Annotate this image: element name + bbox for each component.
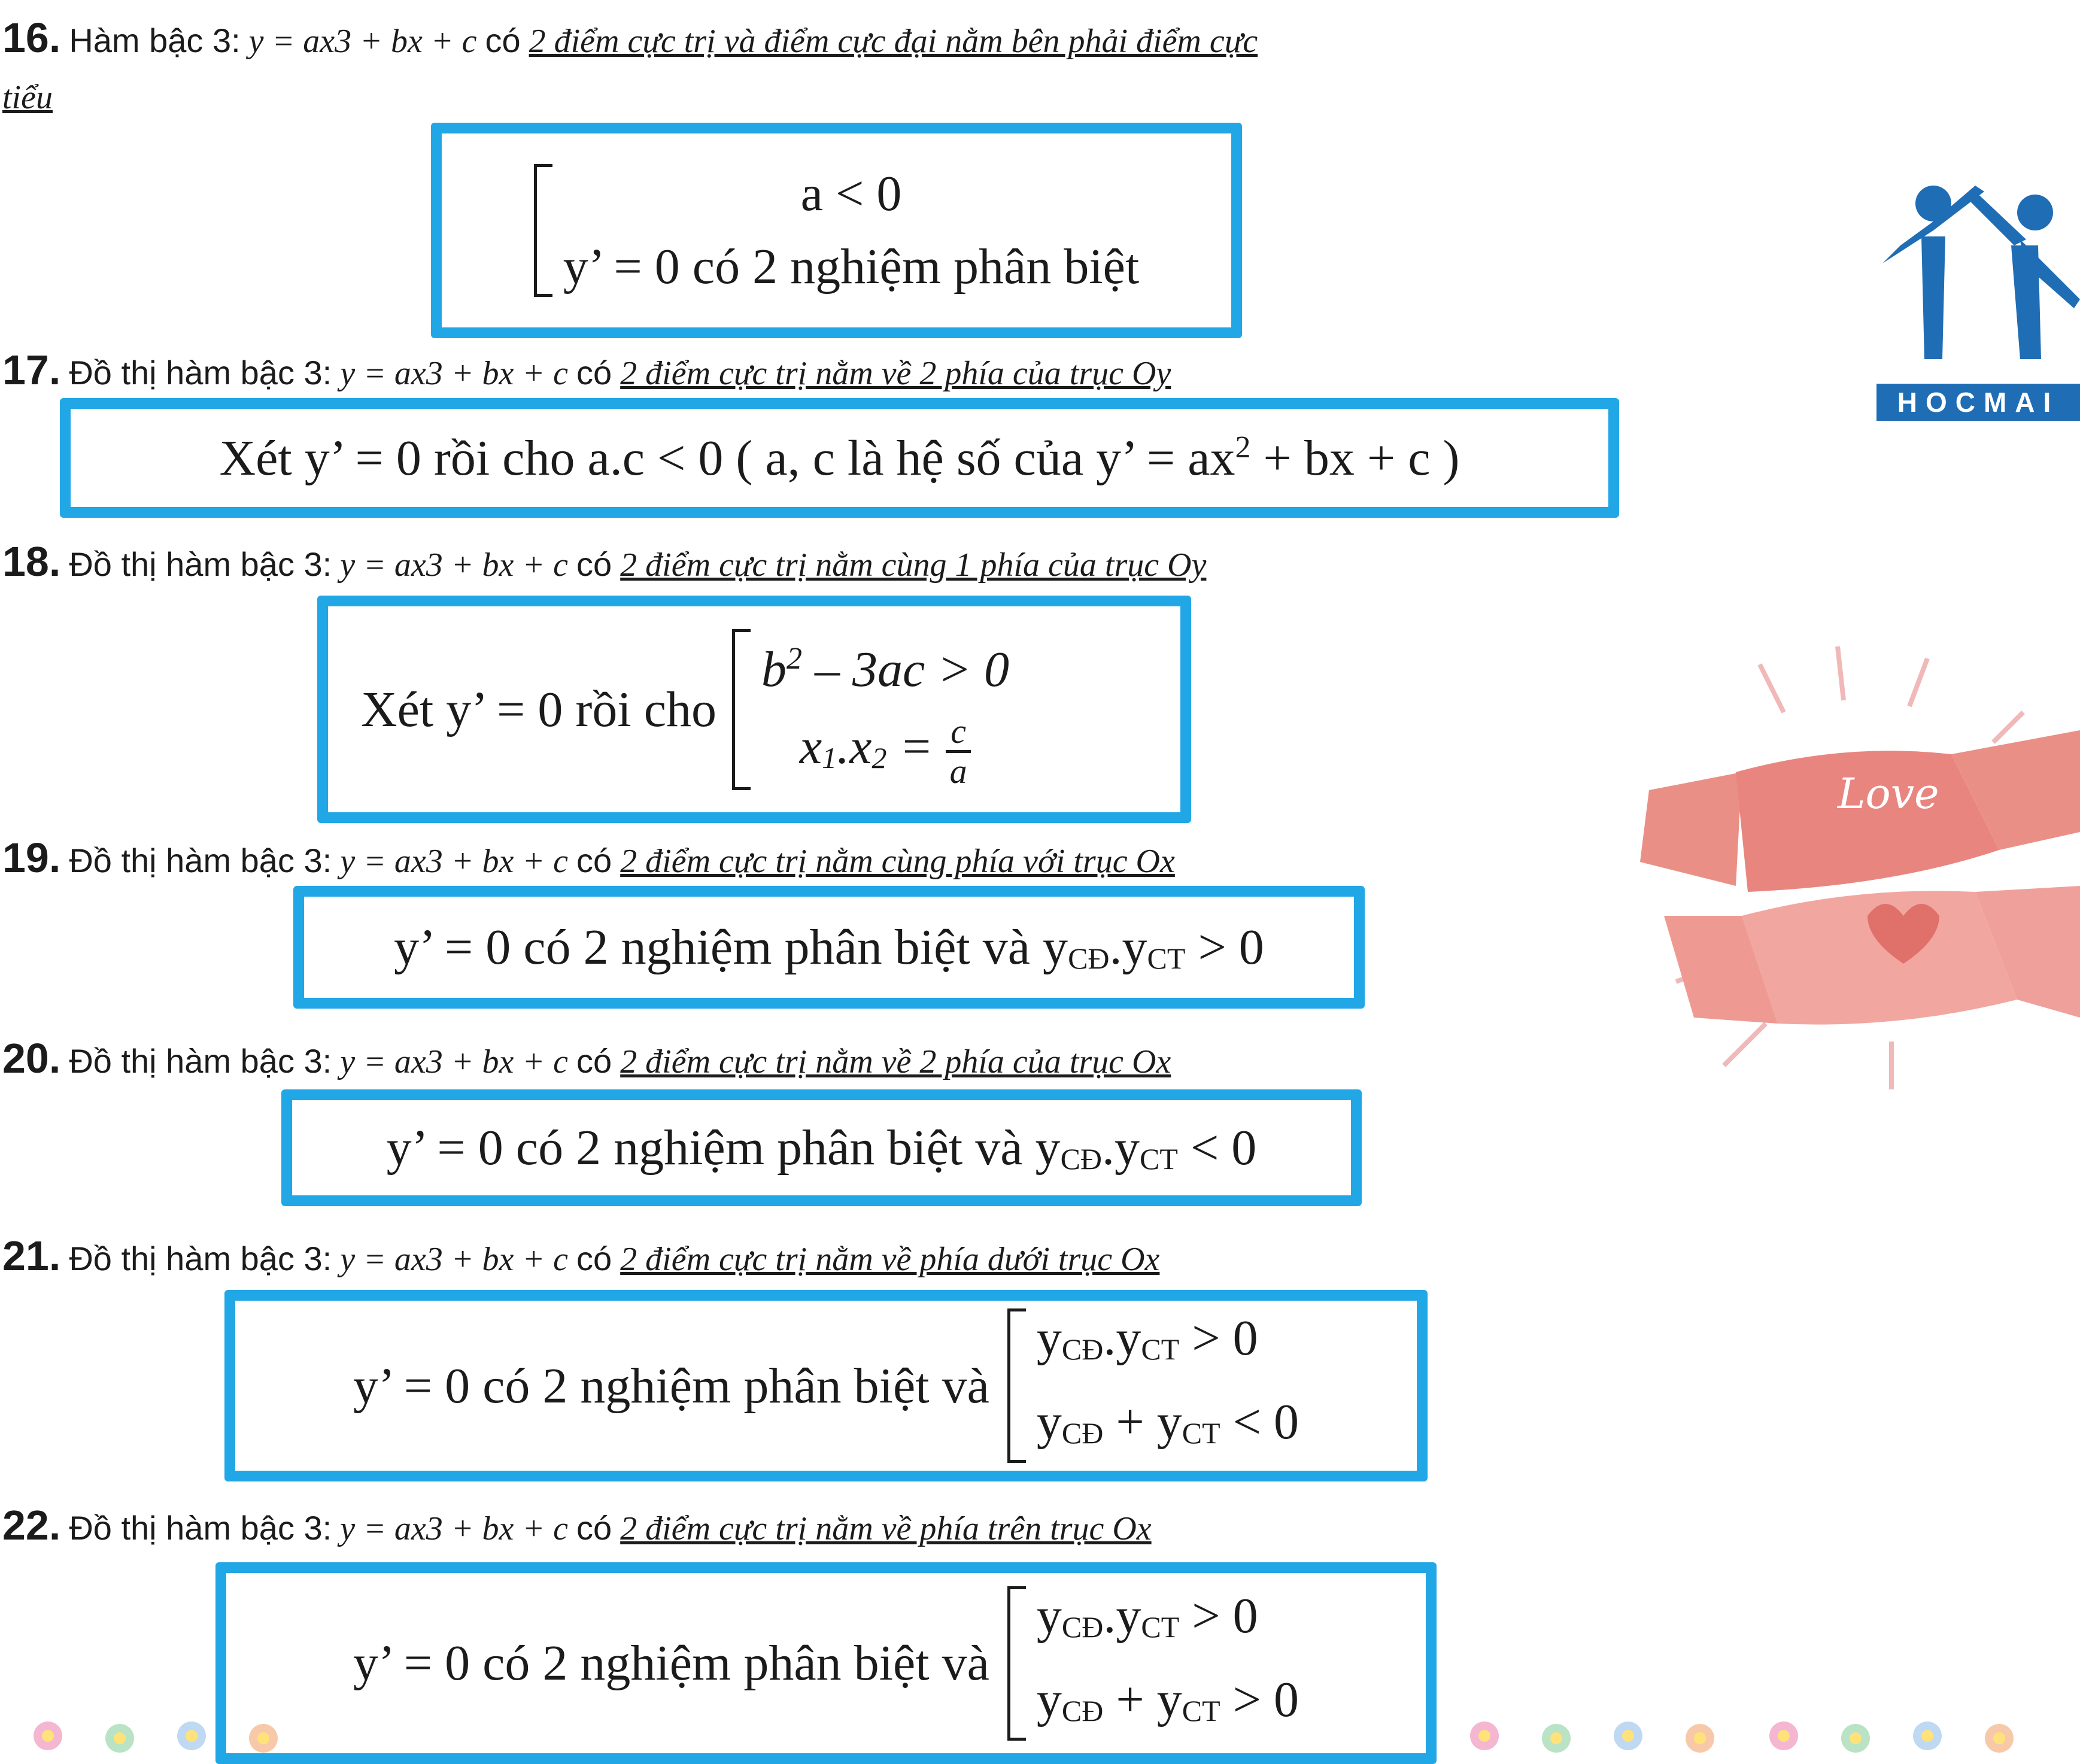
people-icon: [1876, 180, 2080, 377]
answer-prefix: y’ = 0 có 2 nghiệm phân biệt và: [353, 1635, 989, 1691]
item-equation: y = ax3 + bx + c: [340, 1241, 569, 1278]
candy-decoration: [1640, 634, 2080, 1125]
item-condition: 2 điểm cực trị nằm về 2 phía của trục Ox: [620, 1043, 1171, 1080]
item-22-heading: [2, 1502, 1152, 1549]
item-condition: 2 điểm cực trị nằm về phía trên trục Ox: [620, 1510, 1152, 1547]
item-19-answer-box: [293, 886, 1365, 1009]
item-label: Đồ thị hàm bậc 3:: [69, 1042, 332, 1080]
item-number: 16.: [2, 14, 61, 61]
item-16-answer-box: [431, 123, 1242, 338]
brace-icon: [1007, 1308, 1026, 1463]
item-number: 19.: [2, 834, 61, 881]
item-connector: có: [576, 1509, 612, 1547]
candy-label: Love: [1838, 769, 1939, 818]
item-label: Đồ thị hàm bậc 3:: [69, 842, 332, 879]
item-equation: y = ax3 + bx + c: [248, 23, 477, 60]
item-label: Đồ thị hàm bậc 3:: [69, 354, 332, 391]
answer-text: Xét y’ = 0 rồi cho a.c < 0 ( a, c là hệ số của y’ = $ax^2$ + bx + c ): [219, 430, 1460, 486]
item-connector: có: [576, 1240, 612, 1277]
item-16-heading: [2, 14, 1258, 61]
item-17-heading: [2, 347, 1171, 393]
system-line-1: a < 0: [800, 166, 902, 221]
item-number: 22.: [2, 1502, 61, 1549]
item-connector: có: [576, 354, 612, 391]
item-equation: y = ax3 + bx + c: [340, 546, 569, 584]
item-label: Đồ thị hàm bậc 3:: [69, 1240, 332, 1277]
item-21-heading: [2, 1232, 1160, 1279]
flower-border: [0, 1712, 2080, 1764]
answer-text: y’ = 0 có 2 nghiệm phân biệt và $y_{CĐ}.y_{CT} > 0$: [394, 919, 1264, 975]
system-line-2: $y_{CĐ} + y_{CT} < 0$: [1036, 1394, 1299, 1450]
brace-icon: [534, 164, 552, 297]
logo-text: HOCMAI: [1876, 384, 2080, 421]
item-condition: 2 điểm cực trị và điểm cực đại nằm bên phải điểm cực: [529, 23, 1258, 60]
answer-prefix: Xét y’ = 0 rồi cho: [361, 681, 716, 737]
system-brace: [732, 629, 1009, 790]
item-connector: có: [576, 545, 612, 583]
hocmai-logo: [1876, 180, 2080, 421]
item-equation: y = ax3 + bx + c: [340, 1510, 569, 1547]
item-20-heading: [2, 1035, 1171, 1082]
item-16-heading-wrap: [2, 78, 53, 117]
item-label: Hàm bậc 3:: [69, 22, 241, 59]
answer-prefix: y’ = 0 có 2 nghiệm phân biệt và: [353, 1358, 989, 1414]
item-18-answer-box: [317, 596, 1191, 823]
item-21-answer-box: [224, 1290, 1428, 1481]
system-line-1: $b^2 - 3ac > 0$: [761, 641, 1009, 697]
item-19-heading: [2, 834, 1175, 881]
system-brace: [1007, 1308, 1299, 1463]
system-line-1: $y_{CĐ}.y_{CT} > 0$: [1036, 1587, 1258, 1644]
item-number: 18.: [2, 538, 61, 585]
item-connector: có: [576, 1042, 612, 1080]
item-condition-wrap: tiểu: [2, 79, 53, 116]
item-condition: 2 điểm cực trị nằm cùng phía với trục Ox: [620, 843, 1175, 880]
item-number: 20.: [2, 1035, 61, 1082]
answer-text: y’ = 0 có 2 nghiệm phân biệt và $y_{CĐ}.y_{CT} < 0$: [386, 1120, 1257, 1176]
item-number: 17.: [2, 347, 61, 393]
fraction: c a: [946, 713, 971, 790]
item-18-heading: [2, 538, 1207, 585]
item-condition: 2 điểm cực trị nằm về phía dưới trục Ox: [620, 1241, 1160, 1278]
item-20-answer-box: [281, 1089, 1362, 1206]
item-connector: có: [485, 22, 521, 59]
item-number: 21.: [2, 1232, 61, 1279]
item-label: Đồ thị hàm bậc 3:: [69, 1509, 332, 1547]
item-label: Đồ thị hàm bậc 3:: [69, 545, 332, 583]
system-line-2: $y_{CĐ} + y_{CT} > 0$: [1036, 1671, 1299, 1727]
system-line-2: y’ = 0 có 2 nghiệm phân biệt: [563, 239, 1140, 294]
item-condition: 2 điểm cực trị nằm cùng 1 phía của trục Oy: [620, 546, 1207, 584]
item-17-answer-box: [60, 398, 1619, 518]
item-equation: y = ax3 + bx + c: [340, 355, 569, 392]
brace-icon: [732, 629, 751, 790]
system-line-1: $y_{CĐ}.y_{CT} > 0$: [1036, 1310, 1258, 1366]
system-line-2: $x_1.x_2$ = c a: [800, 713, 971, 790]
item-equation: y = ax3 + bx + c: [340, 1043, 569, 1080]
item-condition: 2 điểm cực trị nằm về 2 phía của trục Oy: [620, 355, 1171, 392]
item-equation: y = ax3 + bx + c: [340, 843, 569, 880]
item-connector: có: [576, 842, 612, 879]
system-brace: [534, 164, 1140, 297]
